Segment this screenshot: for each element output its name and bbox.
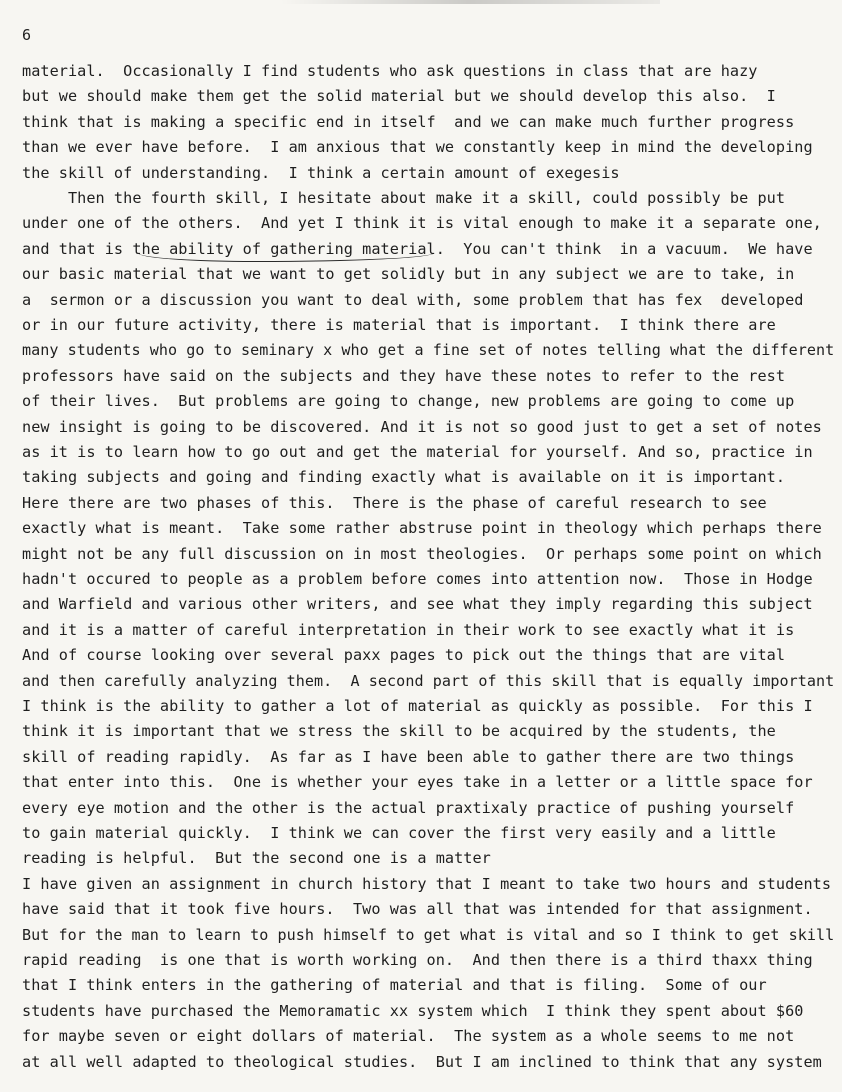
text-line: reading is helpful. But the second one is a matter (22, 849, 491, 868)
text-line: but we should make them get the solid material but we should develop this also. I (22, 87, 776, 106)
text-line: And of course looking over several paxx pages to pick out the things that are vital (22, 646, 786, 665)
text-line: think it is important that we stress the skill to be acquired by the students, the (22, 722, 776, 741)
text-line: the skill of understanding. I think a certain amount of exegesis (22, 163, 620, 182)
text-line: think that is making a specific end in itself and we can make much further progress (22, 112, 795, 131)
text-line: might not be any full discussion on in most theologies. Or perhaps some point on which (22, 544, 822, 563)
text-line: material. Occasionally I find students who ask questions in class that are hazy (22, 62, 758, 80)
handwritten-underline (138, 253, 434, 262)
text-line: and Warfield and various other writers, and see what they imply regarding this subject (22, 595, 813, 614)
text-line: I think is the ability to gather a lot of material as quickly as possible. For this I (22, 697, 813, 715)
text-line: or in our future activity, there is material that is important. I think there are (22, 316, 776, 334)
text-line: every eye motion and the other is the actual praxtixaly practice of pushing yourself (22, 798, 795, 817)
text-line: exactly what is meant. Take some rather abstruse point in theology which perhaps there (22, 519, 822, 538)
text-line: to gain material quickly. I think we can cover the first very easily and a little (22, 824, 776, 842)
text-line: our basic material that we want to get solidly but in any subject we are to take, in (22, 265, 795, 284)
text-line: for maybe seven or eight dollars of material. The system as a whole seems to me not (22, 1027, 795, 1046)
text-line: that enter into this. One is whether your eyes take in a letter or a little space for (22, 773, 813, 792)
text-line: and that is the ability of gathering material. You can't think in a vacuum. We have (22, 239, 813, 258)
text-line: that I think enters in the gathering of material and that is filing. Some of our (22, 976, 767, 995)
text-line: than we ever have before. I am anxious that we constantly keep in mind the developing (22, 138, 813, 157)
text-line: Here there are two phases of this. There is the phase of careful research to see (22, 493, 767, 512)
text-line: new insight is going to be discovered. And it is not so good just to get a set of notes (22, 417, 822, 436)
text-line: under one of the others. And yet I think it is vital enough to make it a separate one, (22, 214, 822, 233)
text-line: skill of reading rapidly. As far as I have been able to gather there are two things (22, 747, 795, 766)
text-line: professors have said on the subjects and they have these notes to refer to the rest (22, 366, 786, 385)
text-line: as it is to learn how to go out and get the material for yourself. And so, practice in (22, 443, 813, 461)
text-line: I have given an assignment in church history that I meant to take two hours and students (22, 874, 832, 893)
text-line: and it is a matter of careful interpretation in their work to see exactly what it is (22, 620, 795, 639)
text-line: of their lives. But problems are going to change, new problems are going to come up (22, 392, 795, 411)
text-line: rapid reading is one that is worth working on. And then there is a third thaxx thing (22, 951, 813, 969)
text-line: Then the fourth skill, I hesitate about make it a skill, could possibly be put (22, 189, 786, 207)
page-number: 6 (22, 26, 32, 44)
text-line: at all well adapted to theological studies. But I am inclined to think that any system (22, 1052, 822, 1071)
text-line: a sermon or a discussion you want to deal with, some problem that has fex developed (22, 290, 804, 309)
text-line: taking subjects and going and finding exactly what is available on it is important. (22, 468, 786, 487)
scan-edge-mark (280, 0, 660, 4)
text-line: many students who go to seminary x who get a fine set of notes telling what the different (22, 341, 835, 360)
text-line: But for the man to learn to push himself to get what is vital and so I think to get skill (22, 925, 835, 944)
text-line: and then carefully analyzing them. A second part of this skill that is equally important (22, 671, 835, 690)
text-line: students have purchased the Memoramatic xx system which I think they spent about $60 (22, 1001, 804, 1020)
text-line: have said that it took five hours. Two was all that was intended for that assignment. (22, 900, 813, 919)
text-line: hadn't occured to people as a problem before comes into attention now. Those in Hodge (22, 570, 813, 588)
